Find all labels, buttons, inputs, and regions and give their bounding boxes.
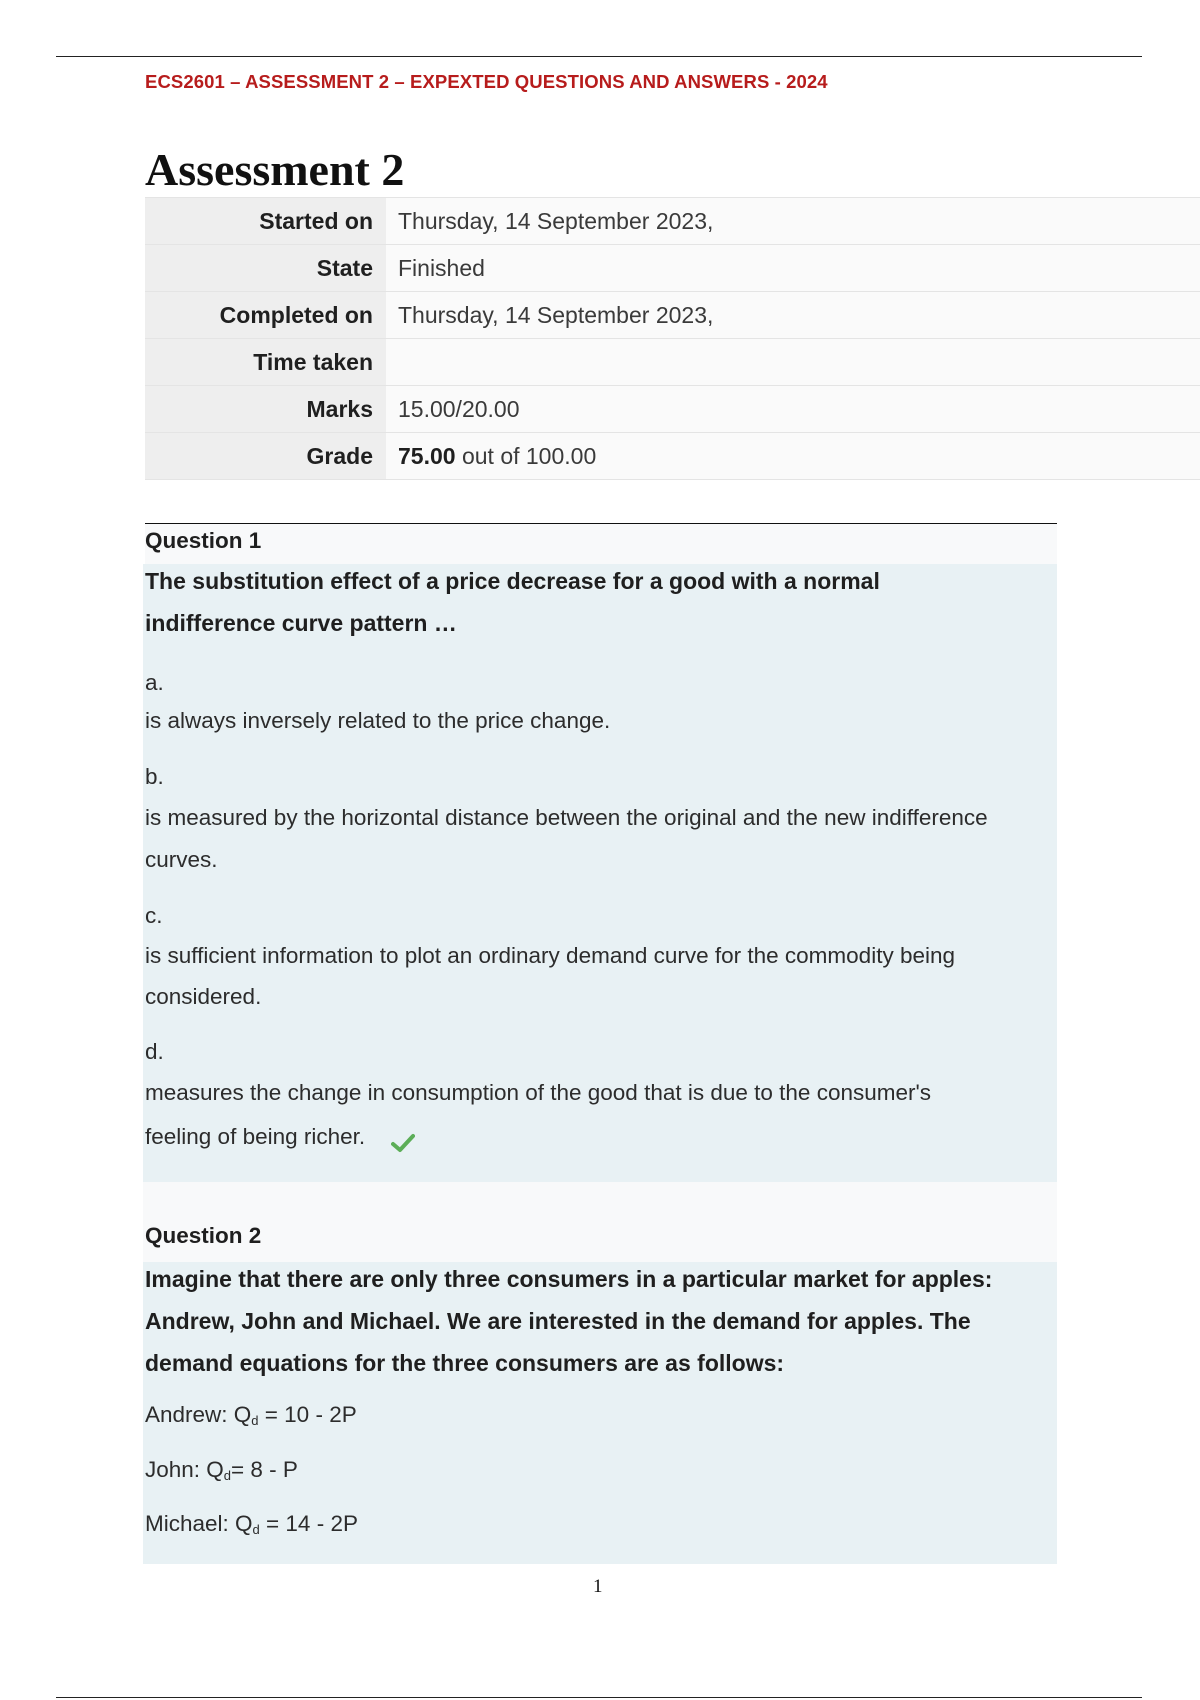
option-d-text[interactable]: measures the change in consumption of the good that is due to the consumer's — [145, 1080, 932, 1105]
summary-row-time-taken — [145, 339, 1200, 386]
equation-michael — [145, 1511, 358, 1537]
summary-row-marks — [145, 386, 1200, 433]
summary-value: 15.00/20.00 — [386, 386, 1200, 433]
summary-label: Completed on — [145, 292, 386, 339]
option-b-text[interactable]: is measured by the horizontal distance between the original and the new indifference — [145, 805, 988, 830]
option-d-letter: d. — [145, 1039, 164, 1064]
question-2-text-line: Andrew, John and Michael. We are interested in the demand for apples. The — [145, 1308, 971, 1334]
equation-andrew — [145, 1402, 357, 1428]
equation-lhs: Michael: Q — [145, 1511, 253, 1536]
equation-subscript: d — [252, 1522, 260, 1537]
summary-value: Thursday, 14 September 2023, — [386, 292, 1200, 339]
option-d-text-line2: feeling of being richer. — [145, 1124, 366, 1149]
equation-lhs: Andrew: Q — [145, 1402, 252, 1427]
grade-score: 75.00 — [398, 442, 456, 469]
equation-rhs: = 8 - P — [231, 1457, 298, 1482]
question-1-text-line: The substitution effect of a price decrease for a good with a normal — [145, 568, 880, 594]
summary-row-started — [145, 198, 1200, 245]
summary-label: Time taken — [145, 339, 386, 386]
question-2-text-line: Imagine that there are only three consumers in a particular market for apples: — [145, 1266, 993, 1292]
question-1-text-line: indifference curve pattern … — [145, 610, 457, 636]
summary-label: Marks — [145, 386, 386, 433]
summary-label: Started on — [145, 198, 386, 245]
equation-rhs: = 10 - 2P — [258, 1402, 357, 1427]
equation-john — [145, 1457, 298, 1483]
summary-row-state — [145, 245, 1200, 292]
attempt-summary-table — [145, 197, 1200, 480]
summary-row-completed — [145, 292, 1200, 339]
summary-label: State — [145, 245, 386, 292]
summary-label: Grade — [145, 433, 386, 480]
question-2-heading: Question 2 — [145, 1223, 262, 1248]
equation-lhs: John: Q — [145, 1457, 224, 1482]
option-a-text[interactable]: is always inversely related to the price change. — [145, 708, 611, 733]
top-rule — [56, 56, 1142, 57]
summary-row-grade — [145, 433, 1200, 480]
option-b-letter: b. — [145, 764, 164, 789]
option-c-letter: c. — [145, 903, 163, 928]
summary-value — [386, 339, 1200, 386]
summary-value: Finished — [386, 245, 1200, 292]
equation-rhs: = 14 - 2P — [259, 1511, 358, 1536]
page-title: Assessment 2 — [145, 144, 405, 195]
page-number: 1 — [593, 1576, 603, 1597]
summary-value: Thursday, 14 September 2023, — [386, 198, 1200, 245]
question-1-heading: Question 1 — [145, 523, 1057, 565]
grade-total: out of 100.00 — [455, 442, 597, 469]
option-a-letter: a. — [145, 670, 164, 695]
document-header: ECS2601 – ASSESSMENT 2 – EXPEXTED QUESTIONS AND ANSWERS - 2024 — [145, 71, 828, 92]
equation-subscript: d — [251, 1413, 259, 1428]
option-c-text-cont[interactable]: considered. — [145, 984, 262, 1009]
option-d-text-cont[interactable] — [145, 1116, 1060, 1158]
bottom-rule — [56, 1697, 1142, 1698]
question-2-text-line: demand equations for the three consumers are as follows: — [145, 1350, 785, 1376]
option-b-text-cont[interactable]: curves. — [145, 847, 218, 872]
option-c-text[interactable]: is sufficient information to plot an ordinary demand curve for the commodity being — [145, 943, 955, 968]
equation-subscript: d — [223, 1468, 232, 1483]
checkmark-icon — [391, 1125, 415, 1145]
summary-value — [386, 433, 1200, 480]
